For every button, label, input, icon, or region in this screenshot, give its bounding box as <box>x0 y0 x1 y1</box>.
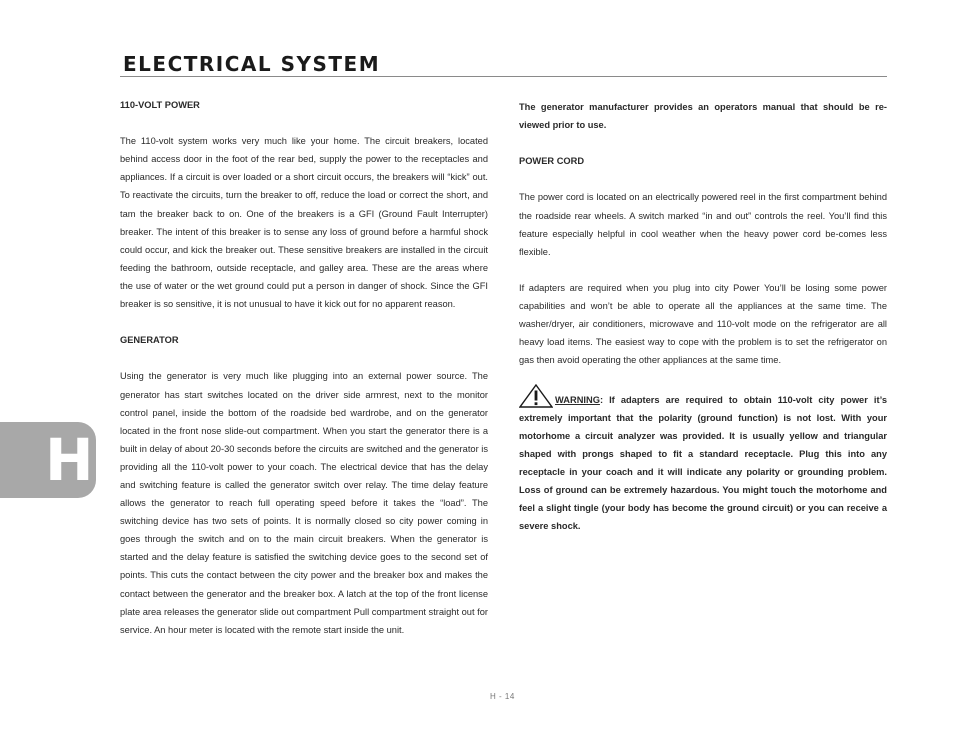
section-heading-110-volt: 110-VOLT POWER <box>120 100 200 110</box>
warning-block <box>519 388 887 536</box>
right-column <box>519 98 887 535</box>
paragraph-adapters: If adapters are required when you plug into city Power You’ll be losing some power capabilities and won’t be able to operate all the appliances at the same time. The washer/dryer, air conditioners, microwave and 110-volt mode on the refrigerator are all heavy load items. The easiest way to cope with the problem is to set the refrigerator on gas then avoid operating the other appliances at the same time. <box>519 282 887 366</box>
paragraph-power-cord: The power cord is located on an electrically powered reel in the first compartment behind the roadside rear wheels. A switch marked “in and out” controls the reel. You’ll find this feature especially helpful in cool weather when the heavy power cord be-comes less flexible. <box>519 192 887 257</box>
warning-label: WARNING <box>555 394 600 405</box>
page-title: ELECTRICAL SYSTEM <box>123 52 381 76</box>
left-column <box>120 96 488 639</box>
page-number: H - 14 <box>490 692 515 701</box>
warning-text: : If adapters are required to obtain 110-volt city power it’s extremely important that the polarity (ground function) is not lost. With your motorhome a circuit analyzer was provided. It is usually yellow and triangular shaped with prongs shaped to fit a standard receptacle. Plug this into any receptacle in your coach and it will indicate any polarity or grounding problem. Loss of ground can be extremely hazardous. You might touch the motorhome and feel a slight tingle (your body has become the ground circuit) or you can receive a severe shock. <box>519 394 887 532</box>
section-tab <box>0 422 96 498</box>
warning-triangle-icon <box>519 388 553 408</box>
paragraph-generator: Using the generator is very much like plugging into an external power source. The generator has start switches located on the driver side armrest, next to the monitor control panel, inside the bottom of the roadside bed wardrobe, and on the generator located in the front nose slide-out compartment. When you start the generator there is a built in delay of about 20-30 seconds before the circuits are switched and the generator is providing all the 110-volt power to your coach. The electrical device that has the delay and switching feature is called the generator switch over relay. The time delay feature allows the generator to reach full operating speed before it takes the “load”. The switching device has two sets of points. It is normally closed so city power coming in goes through the switch and on to the main circuit breakers. When the generator is started and the delay feature is satisfied the switching device goes to the second set of points. This cuts the contact between the city power and the breaker box and makes the contact between the generator and the breaker box. A latch at the top of the front license plate area releases the generator slide out compartment Pull compartment straight out for service. An hour meter is located with the remote start inside the unit. <box>120 371 488 635</box>
manual-note: The generator manufacturer provides an operators manual that should be re-viewed prior to use. <box>519 102 887 131</box>
section-tab-letter: H <box>45 426 94 494</box>
section-heading-generator: GENERATOR <box>120 335 179 346</box>
section-heading-power-cord: POWER CORD <box>519 156 585 167</box>
title-divider <box>120 76 887 77</box>
paragraph-110-volt: The 110-volt system works very much like your home. The circuit breakers, located behind access door in the foot of the rear bed, supply the power to the receptacles and appliances. If a circuit is over loaded or a short circuit occurs, the breakers will “kick” out. To reactivate the circuits, turn the breaker to off, reduce the load or correct the short, and tam the breaker back to on. One of the breakers is a GFI (Ground Fault Interrupter) breaker. The intent of this breaker is to sense any loss of ground before a harmful shock could occur, and kick the breaker out. These sensitive breakers are installed in the circuit feeding the bathroom, outside receptacle, and galley area. These are the areas where the use of water or the wet ground could put a person in danger of shock. Since the GFI breaker is so sensitive, it is not unusual to have it kick out for no apparent reason. <box>120 136 488 310</box>
